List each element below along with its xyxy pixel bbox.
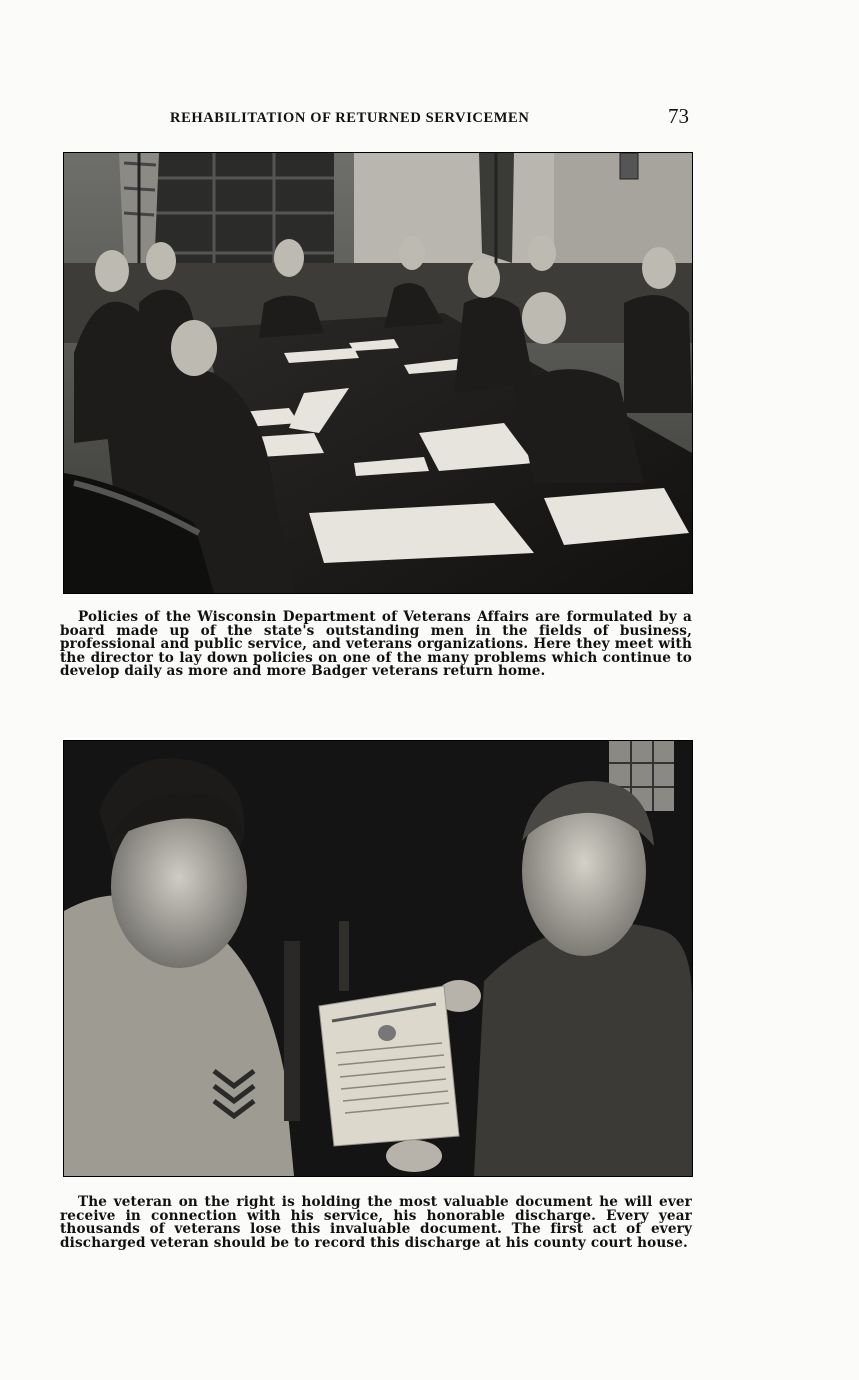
discharge-document-illustration [64,741,692,1176]
discharge-document-caption: The veteran on the right is holding the most valuable document he will ever receive in connection with his service, his honorable discharge. Every year thousands of veterans lose this invaluable document. The first act of every discharged veteran should be to record this discharge at his county court house. [60,1194,692,1251]
board-meeting-caption: Policies of the Wisconsin Department of Veterans Affairs are formulated by a board made up of the state's outstanding men in the fields of business, professional and public service, and veterans organizations. Here they meet with the director to lay down policies on one of the many problems which continue to develop daily as more and more Badger veterans return home. [60,609,692,680]
board-meeting-illustration [64,153,692,593]
page-header [0,104,859,134]
running-head: REHABILITATION OF RETURNED SERVICEMEN [170,110,530,126]
page-number: 73 [668,104,689,128]
discharge-document-photo [63,740,693,1177]
board-meeting-photo [63,152,693,594]
